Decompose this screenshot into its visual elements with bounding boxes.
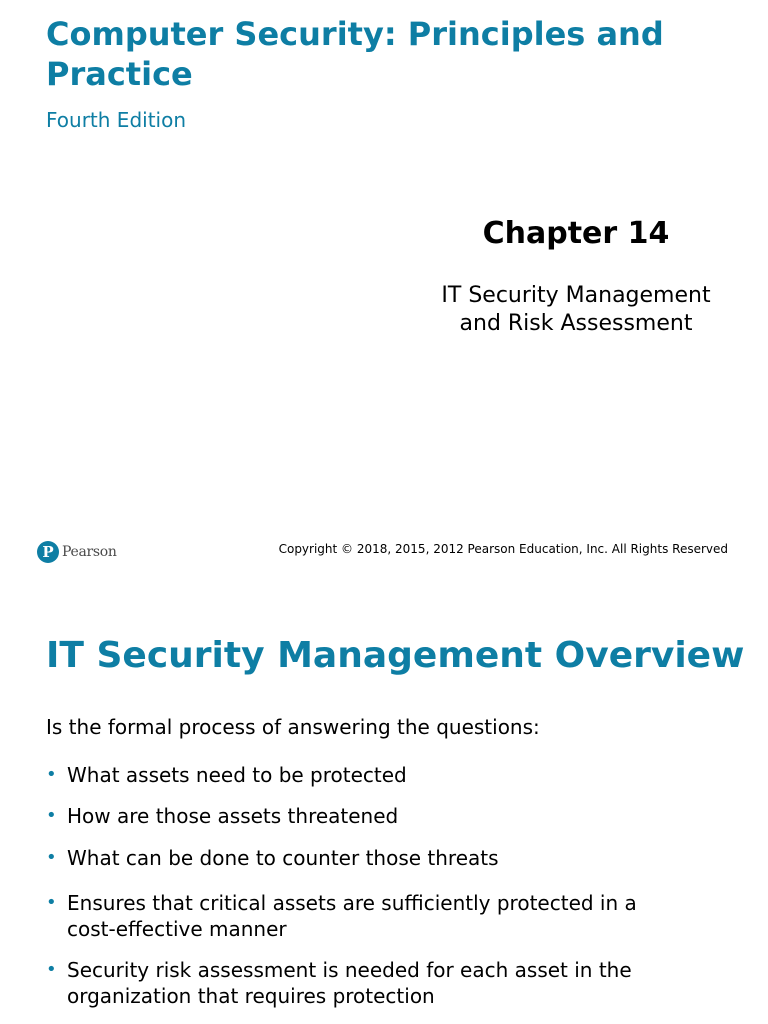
chapter-subtitle-line-2: and Risk Assessment (459, 311, 693, 336)
chapter-subtitle-line-1: IT Security Management (441, 283, 711, 308)
bullet-text: How are those assets threatened (67, 804, 399, 828)
bullet-item (46, 890, 686, 942)
book-title: Computer Security: Principles and Practice (46, 15, 664, 93)
bullet-marker: • (46, 764, 57, 785)
pearson-logo-wordmark: Pearson (62, 544, 117, 560)
bullet-marker: • (46, 847, 57, 868)
book-edition: Fourth Edition (46, 108, 186, 132)
intro-text: Is the formal process of answering the questions: (46, 715, 540, 739)
bullet-item (46, 803, 686, 829)
overview-slide (0, 596, 768, 1024)
bullet-marker: • (46, 892, 57, 913)
slide-title: IT Security Management Overview (46, 635, 745, 676)
bullet-text: Security risk assessment is needed for each asset in the organization that requires protection (67, 958, 632, 1008)
bullet-item (46, 957, 686, 1009)
pearson-logo-icon: P (37, 541, 59, 563)
bullet-item (46, 845, 686, 871)
bullet-marker: • (46, 959, 57, 980)
chapter-subtitle (426, 282, 726, 338)
pearson-logo (37, 540, 117, 564)
copyright-notice: Copyright © 2018, 2015, 2012 Pearson Education, Inc. All Rights Reserved (278, 542, 728, 556)
bullet-text: Ensures that critical assets are sufficiently protected in a cost-effective manner (67, 891, 637, 941)
chapter-heading: Chapter 14 (482, 216, 670, 251)
bullet-text: What assets need to be protected (67, 763, 407, 787)
bullet-text: What can be done to counter those threats (67, 846, 499, 870)
bullet-marker: • (46, 805, 57, 826)
bullet-item (46, 762, 686, 788)
